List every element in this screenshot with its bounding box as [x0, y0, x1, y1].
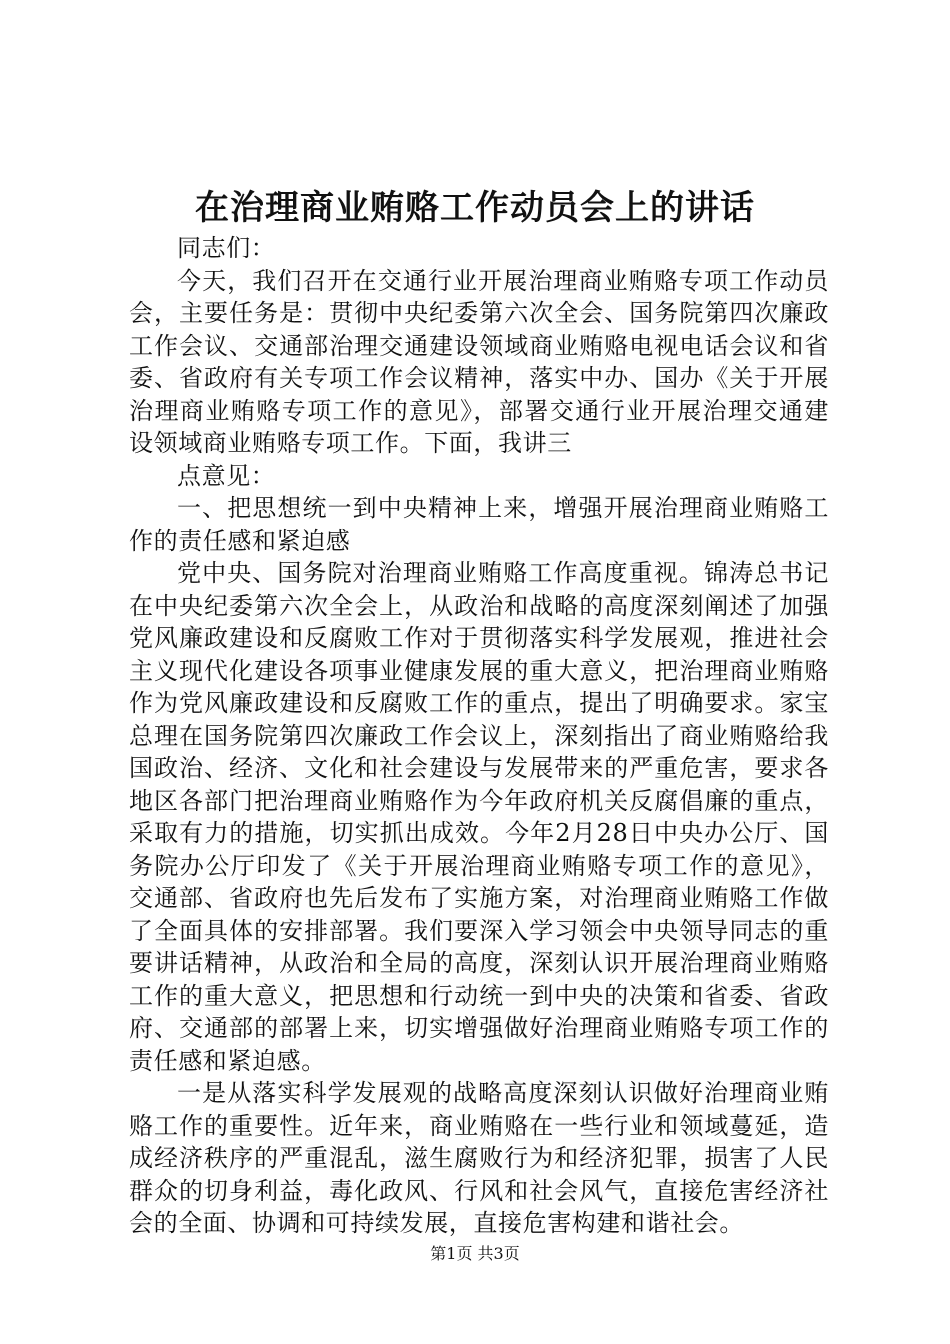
paragraph-body: 党中央、国务院对治理商业贿赂工作高度重视。锦涛总书记在中央纪委第六次全会上，从政治和战略的高度深刻阐述了加强党风廉政建设和反腐败工作对于贯彻落实科学发展观，推进社会主义现代化建设各项事业健康发展的重大意义，把治理商业贿赂作为党风廉政建设和反腐败工作的重点，提出了明确要求。家宝总理在国务院第四次廉政工作会议上，深刻指出了商业贿赂给我国政治、经济、文化和社会建设与发展带来的严重危害，要求各地区各部门把治理商业贿赂作为今年政府机关反腐倡廉的重点，采取有力的措施，切实抓出成效。今年2月28日中央办公厅、国务院办公厅印发了《关于开展治理商业贿赂专项工作的意见》，交通部、省政府也先后发布了实施方案，对治理商业贿赂工作做了全面具体的安排部署。我们要深入学习领会中央领导同志的重要讲话精神，从政治和全局的高度，深刻认识开展治理商业贿赂工作的重大意义，把思想和行动统一到中央的决策和省委、省政府、交通部的部署上来，切实增强做好治理商业贿赂专项工作的责任感和紧迫感。: [129, 559, 829, 1075]
paragraph-body: 一是从落实科学发展观的战略高度深刻认识做好治理商业贿赂工作的重要性。近年来，商业贿赂在一些行业和领域蔓延，造成经济秩序的严重混乱，滋生腐败行为和经济犯罪，损害了人民群众的切身利益，毒化政风、行风和社会风气，直接危害经济社会的全面、协调和可持续发展，直接危害构建和谐社会。: [129, 1079, 829, 1237]
paragraph-points: 点意见：: [177, 461, 276, 490]
paragraph-salutation: 同志们：: [177, 234, 276, 262]
page-footer: 第1页 共3页: [430, 1244, 520, 1263]
paragraph-intro: 今天，我们召开在交通行业开展治理商业贿赂专项工作动员会，主要任务是：贯彻中央纪委第六次全会、国务院第四次廉政工作会议、交通部治理交通建设领域商业贿赂电视电话会议和省委、省政府有关专项工作会议精神，落实中办、国办《关于开展治理商业贿赂专项工作的意见》，部署交通行业开展治理交通建设领域商业贿赂专项工作。下面，我讲三: [129, 266, 829, 457]
document-body: [129, 232, 829, 1240]
section-heading-one: 一、把思想统一到中央精神上来，增强开展治理商业贿赂工作的责任感和紧迫感: [129, 494, 829, 555]
document-title: 在治理商业贿赂工作动员会上的讲话: [195, 188, 755, 228]
